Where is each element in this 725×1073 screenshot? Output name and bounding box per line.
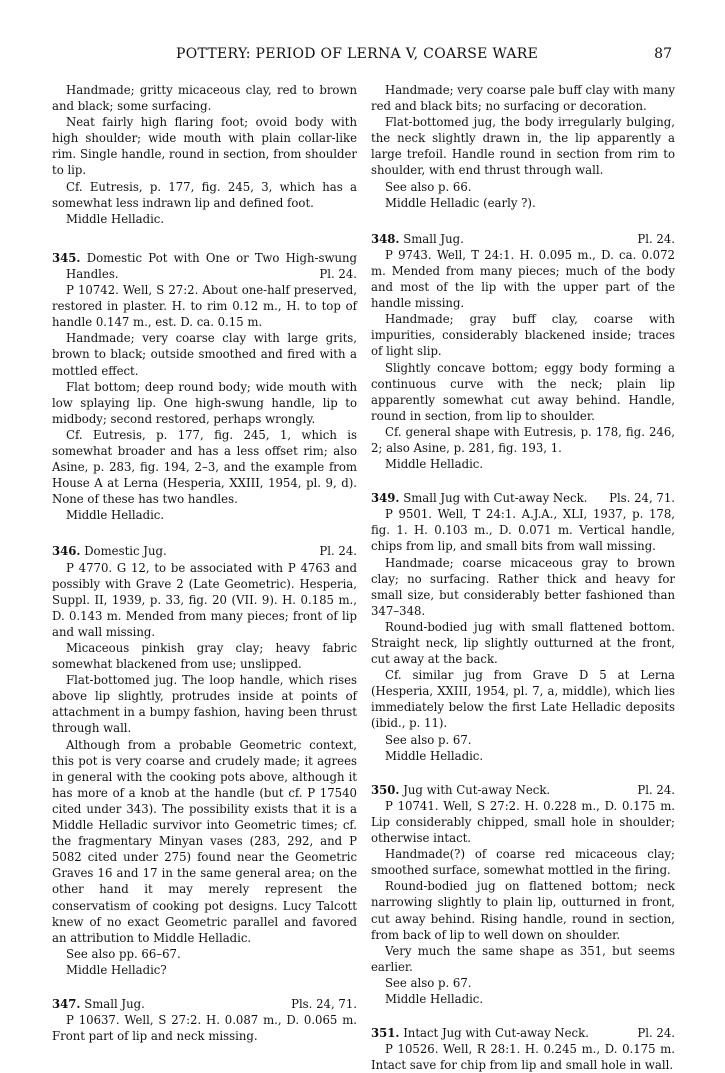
entry-title: Domestic Pot with One or Two High-swung Handles. [66, 250, 358, 281]
paragraph: Cf. general shape with Eutresis, p. 178, fig. 246, 2; also Asine, p. 281, fig. 193, 1. [371, 424, 675, 455]
paragraph: Neat fairly high flaring foot; ovoid body with high shoulder; wide mouth with plain collar-like rim. Single handle, round in section, from shoulder to lip. [52, 115, 357, 178]
entry-title: Jug with Cut-away Neck. [403, 782, 551, 797]
right-column [371, 82, 675, 1073]
continued-entry [52, 82, 357, 227]
catalogue-entry-347 [52, 996, 357, 1044]
paragraph: Handmade; gray buff clay, coarse with impurities, considerably blackened inside; traces of light slip. [371, 312, 675, 359]
catalogue-entry-345 [52, 250, 357, 524]
paragraph: P 4770. G 12, to be associated with P 4763 and possibly with Grave 2 (Late Geometric). Hesperia, Suppl. II, 1939, p. 33, fig. 20 (VII. 9). H. 0.185 m., D. 0.143 m. Mended from many pieces; front of lip and wall missing. [52, 560, 357, 639]
entry-number: 347. [52, 996, 81, 1011]
entry-heading [52, 543, 357, 559]
plate-ref: Pl. 24. [637, 782, 675, 797]
paragraph: Middle Helladic? [66, 962, 167, 977]
paragraph: Cf. Eutresis, p. 177, fig. 245, 3, which has a somewhat less indrawn lip and defined foot. [52, 179, 357, 210]
paragraph: Handmade; coarse micaceous gray to brown clay; no surfacing. Rather thick and heavy for small size, but considerably better fashioned than 347–348. [371, 555, 675, 618]
entry-number: 345. [52, 250, 81, 265]
paragraph: Flat-bottomed jug. The loop handle, which rises above lip slightly, protrudes inside at points of attachment in a bumpy fashion, having been thrust through wall. [52, 673, 357, 736]
running-title: POTTERY: PERIOD OF LERNA V, COARSE WARE [176, 46, 539, 62]
paragraph: See also p. 67. [385, 975, 472, 990]
catalogue-entry-349 [371, 490, 675, 764]
running-header [52, 46, 672, 68]
paragraph: P 9743. Well, T 24:1. H. 0.095 m., D. ca. 0.072 m. Mended from many pieces; much of the body and most of the lip with the upper part of the handle missing. [371, 247, 675, 311]
entry-title: Small Jug. [84, 996, 145, 1011]
entry-title: Intact Jug with Cut-away Neck. [403, 1026, 589, 1041]
paragraph: Round-bodied jug with small flattened bottom. Straight neck, lip slightly outturned at the front, cut away at the back. [371, 619, 675, 667]
left-column [52, 82, 357, 1044]
paragraph: Flat bottom; deep round body; wide mouth with low splaying lip. One high-swung handle, lip to midbody; second restored, perhaps wrongly. [52, 379, 357, 426]
entry-heading [52, 996, 357, 1012]
paragraph: P 10637. Well, S 27:2. H. 0.087 m., D. 0.065 m. Front part of lip and neck missing. [52, 1013, 357, 1044]
continued-entry [371, 82, 675, 211]
entry-heading [371, 231, 675, 247]
entry-title: Small Jug. [403, 231, 464, 246]
paragraph: P 9501. Well, T 24:1. A.J.A., XLI, 1937, p. 178, fig. 1. H. 0.103 m., D. 0.071 m. Vertical handle, chips from lip, and small bits from wall missing. [371, 507, 675, 554]
paragraph: P 10741. Well, S 27:2. H. 0.228 m., D. 0.175 m. Lip considerably chipped, small hole in shoulder; otherwise intact. [371, 798, 675, 846]
paragraph: See also p. 67. [385, 732, 472, 747]
entry-title: Domestic Jug. [84, 544, 167, 559]
paragraph: Middle Helladic. [66, 508, 165, 523]
entry-number: 351. [371, 1026, 400, 1041]
entry-heading [371, 490, 675, 506]
entry-heading [371, 1025, 675, 1041]
entry-heading [52, 250, 357, 282]
paragraph: Slightly concave bottom; eggy body forming a continuous curve with the neck; plain lip apparently somewhat cut away behind. Handle, round in section, from lip to shoulder. [371, 360, 675, 423]
catalogue-entry-351 [371, 1025, 675, 1073]
plate-ref: Pl. 24. [637, 1026, 675, 1041]
paragraph: Middle Helladic (early ?). [385, 195, 536, 210]
catalogue-entry-350 [371, 782, 675, 1007]
paragraph: Middle Helladic. [385, 457, 484, 472]
paragraph: See also pp. 66–67. [66, 946, 181, 961]
paragraph: Round-bodied jug on flattened bottom; neck narrowing slightly to plain lip, outturned in front, cut away behind. Rising handle, round in section, from back of lip to well down on shoulder. [371, 879, 675, 942]
paragraph: Handmade; gritty micaceous clay, red to brown and black; some surfacing. [52, 83, 357, 114]
catalogue-entry-348 [371, 231, 675, 472]
page-number: 87 [654, 46, 672, 62]
paragraph: Flat-bottomed jug, the body irregularly bulging, the neck slightly drawn in, the lip apparently a large trefoil. Handle round in section from rim to shoulder, with end thrust through wall. [371, 115, 675, 178]
paragraph: Middle Helladic. [385, 748, 484, 763]
plate-ref: Pls. 24, 71. [609, 491, 675, 506]
paragraph: Handmade(?) of coarse red micaceous clay; smoothed surface, somewhat mottled in the firing. [371, 847, 675, 878]
plate-ref: Pl. 24. [319, 544, 357, 559]
plate-ref: Pl. 24. [319, 266, 357, 281]
paragraph: See also p. 66. [385, 179, 472, 194]
entry-number: 349. [371, 491, 400, 506]
entry-heading [371, 782, 675, 798]
paragraph: Middle Helladic. [385, 991, 484, 1006]
paragraph: P 10742. Well, S 27:2. About one-half preserved, restored in plaster. H. to rim 0.12 m., H. to top of handle 0.147 m., est. D. ca. 0.15 m. [52, 283, 357, 330]
entry-title: Small Jug with Cut-away Neck. [403, 491, 588, 506]
paragraph: Cf. similar jug from Grave D 5 at Lerna (Hesperia, XXIII, 1954, pl. 7, a, middle), which lies immediately below the first Late Helladic deposits (ibid., p. 11). [371, 668, 675, 731]
paragraph: Although from a probable Geometric context, this pot is very coarse and crudely made; it agrees in general with the cooking pots above, although it has more of a knob at the handle (but cf. P 17540 cited under 343). The possibility exists that it is a Middle Helladic survivor into Geometric times; cf. the fragmentary Minyan vases (283, 292, and P 5082 cited under 275) found near the Geometric Graves 16 and 17 in the same general area; on the other hand it may merely represent the conservatism of cooking pot designs. Lucy Talcott knew of no exact Geometric parallel and favored an attribution to Middle Helladic. [52, 737, 357, 945]
paragraph: Very much the same shape as 351, but seems earlier. [371, 943, 675, 974]
entry-number: 346. [52, 544, 81, 559]
entry-number: 350. [371, 782, 400, 797]
paragraph: P 10526. Well, R 28:1. H. 0.245 m., D. 0.175 m. Intact save for chip from lip and small hole in wall. [371, 1042, 675, 1073]
paragraph: Handmade; very coarse pale buff clay with many red and black bits; no surfacing or decoration. [371, 83, 675, 114]
paragraph: Micaceous pinkish gray clay; heavy fabric somewhat blackened from use; unslipped. [52, 641, 357, 672]
plate-ref: Pl. 24. [637, 231, 675, 246]
paragraph: Handmade; very coarse clay with large grits, brown to black; outside smoothed and fired with a mottled effect. [52, 331, 357, 378]
plate-ref: Pls. 24, 71. [291, 996, 357, 1011]
paragraph: Middle Helladic. [66, 211, 165, 226]
entry-number: 348. [371, 231, 400, 246]
catalogue-entry-346 [52, 543, 357, 978]
paragraph: Cf. Eutresis, p. 177, fig. 245, 1, which is somewhat broader and has a less offset rim; also Asine, p. 283, fig. 194, 2–3, and the example from House A at Lerna (Hesperia, XXIII, 1954, pl. 9, d). None of these has two handles. [52, 427, 357, 507]
